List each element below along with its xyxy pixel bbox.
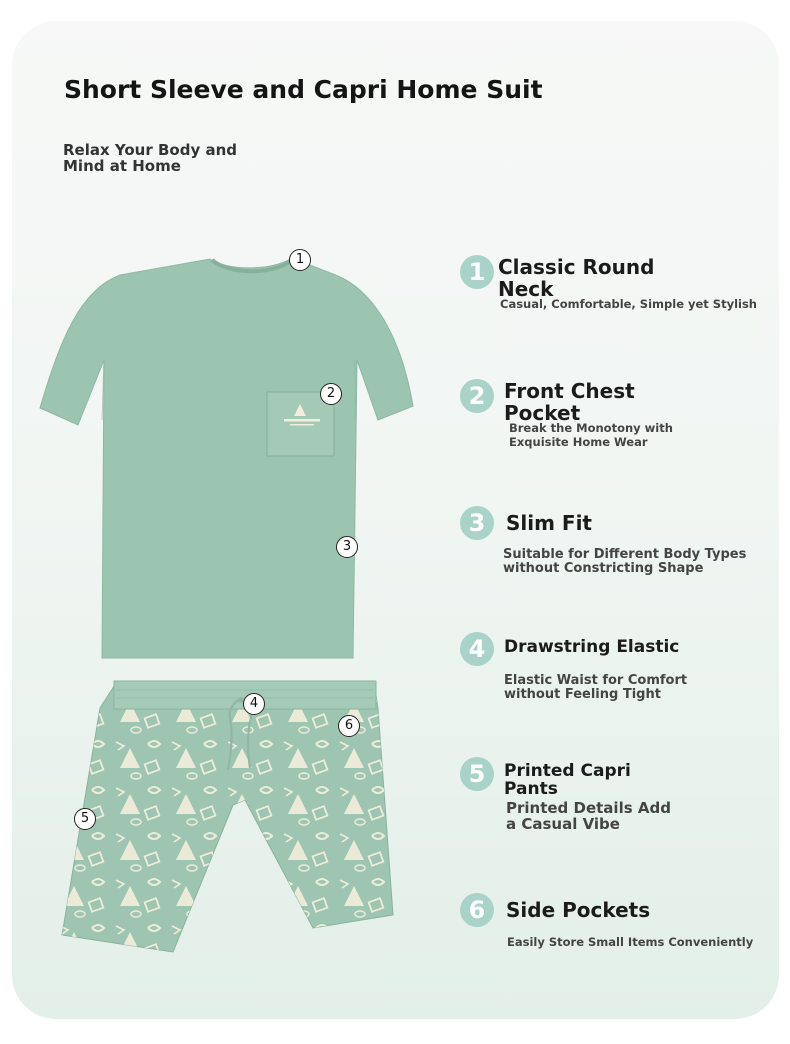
feature-title: Classic Round Neck bbox=[498, 255, 655, 301]
feature-number-badge: 6 bbox=[460, 893, 494, 927]
marker-2: 2 bbox=[320, 383, 342, 405]
feature-number-badge: 3 bbox=[460, 506, 494, 540]
feature-description: Easily Store Small Items Conveniently bbox=[507, 935, 754, 949]
feature-description: Casual, Comfortable, Simple yet Stylish bbox=[500, 297, 757, 311]
t-shirt bbox=[40, 258, 413, 658]
feature-title: Front Chest Pocket bbox=[504, 379, 635, 425]
feature-number-badge: 4 bbox=[460, 632, 494, 666]
page-subtitle: Relax Your Body and Mind at Home bbox=[63, 141, 237, 175]
feature-number-badge: 2 bbox=[460, 379, 494, 413]
feature-number-badge: 1 bbox=[460, 255, 494, 289]
page-title: Short Sleeve and Capri Home Suit bbox=[64, 75, 543, 104]
marker-3: 3 bbox=[336, 536, 358, 558]
feature-title: Slim Fit bbox=[506, 511, 592, 535]
marker-1: 1 bbox=[289, 249, 311, 271]
marker-4: 4 bbox=[243, 693, 265, 715]
feature-description: Elastic Waist for Comfort without Feeling Tight bbox=[504, 673, 688, 702]
feature-title: Side Pockets bbox=[506, 898, 651, 922]
feature-description: Printed Details Add a Casual Vibe bbox=[506, 799, 671, 833]
feature-number-badge: 5 bbox=[460, 757, 494, 791]
feature-title: Printed Capri Pants bbox=[504, 761, 631, 799]
feature-title: Drawstring Elastic bbox=[504, 637, 680, 657]
feature-description: Break the Monotony with Exquisite Home Wear bbox=[509, 421, 673, 449]
feature-description: Suitable for Different Body Types without Constricting Shape bbox=[503, 547, 747, 576]
marker-6: 6 bbox=[338, 715, 360, 737]
marker-5: 5 bbox=[74, 808, 96, 830]
